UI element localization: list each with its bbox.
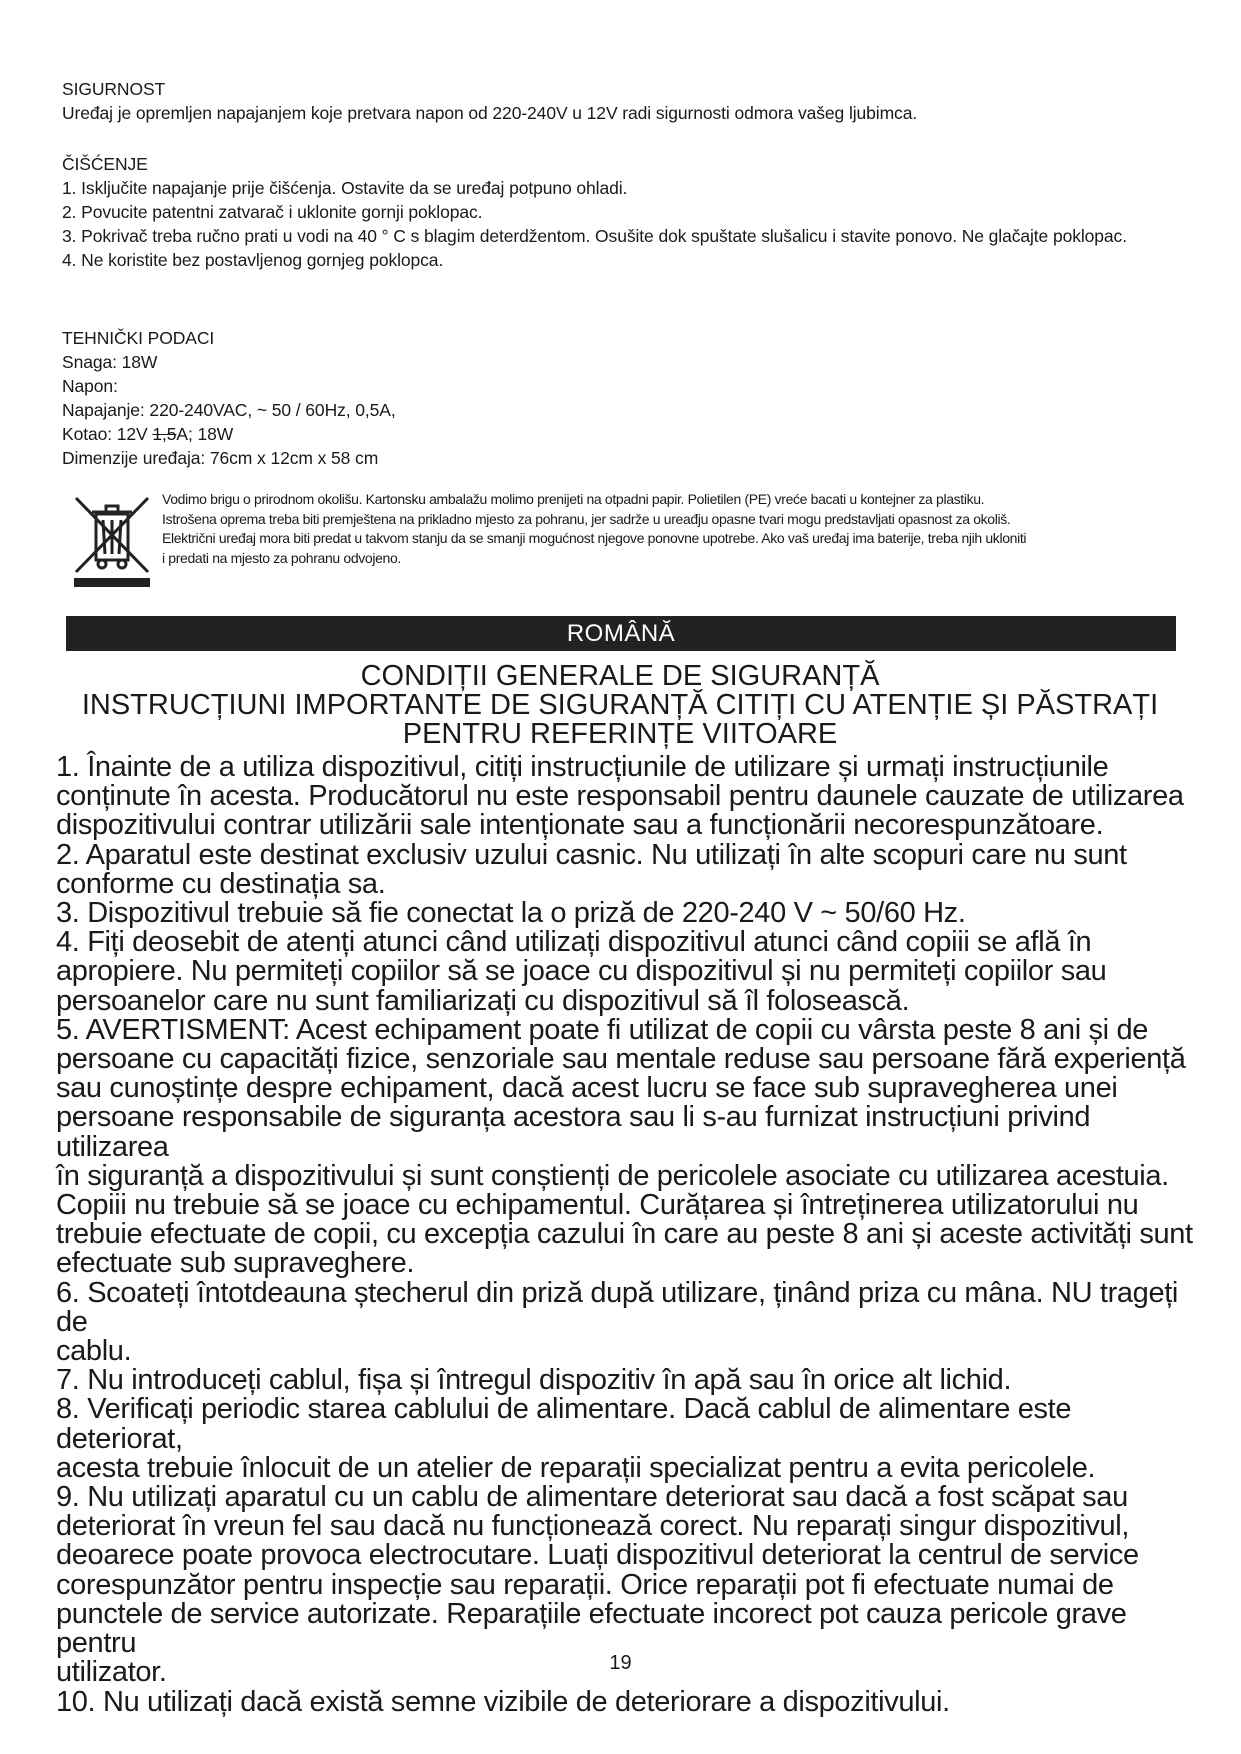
cleaning-item: 2. Povucite patentni zatvarač i uklonite gornji poklopac. bbox=[62, 202, 483, 222]
tech-voltage: Napon: bbox=[62, 376, 118, 396]
weee-text bbox=[162, 490, 1182, 568]
tech-title: TEHNIČKI PODACI bbox=[62, 328, 215, 348]
romanian-instructions bbox=[56, 753, 1196, 1717]
instruction-line: în siguranță a dispozitivului și sunt conștienți de pericolele asociate cu utilizarea acestuia. bbox=[56, 1159, 1169, 1192]
instruction-line: apropiere. Nu permiteți copiilor să se joace cu dispozitivul și nu permiteți copiilor sau bbox=[56, 955, 1107, 988]
weee-line: Istrošena oprema treba biti premještena na prikladno mjesto za pohranu, jer sadrže u ureađju opasne tvari mogu predstavljati opasnost za okoliš. bbox=[162, 510, 1011, 527]
instruction-line: punctele de service autorizate. Reparațiile efectuate incorect pot cauza pericole grave pentru bbox=[56, 1597, 1127, 1660]
instruction-line: sau cunoștințe despre echipament, dacă acest lucru se face sub supravegherea unei bbox=[56, 1072, 1118, 1105]
tech-dimensions: Dimenzije uređaja: 76cm x 12cm x 58 cm bbox=[62, 448, 379, 468]
instruction-line: 3. Dispozitivul trebuie să fie conectat la o priză de 220-240 V ~ 50/60 Hz. bbox=[56, 897, 966, 930]
instruction-line: 6. Scoateți întotdeauna ștecherul din priză după utilizare, ținând priza cu mâna. NU trageți de bbox=[56, 1276, 1179, 1338]
instruction-line: 4. Fiți deosebit de atenți atunci când utilizați dispozitivul atunci când copiii se află în bbox=[56, 926, 1092, 959]
instruction-line: 9. Nu utilizați aparatul cu un cablu de alimentare deteriorat sau dacă a fost scăpat sau bbox=[56, 1481, 1128, 1514]
romanian-heading-line: PENTRU REFERINȚE VIITOARE bbox=[402, 718, 838, 750]
instruction-line: 1. Înainte de a utiliza dispozitivul, citiți instrucțiunile de utilizare și urmați instrucțiunile bbox=[56, 751, 1109, 783]
instruction-line: persoanelor care nu sunt familiarizați cu dispozitivul să îl folosească. bbox=[56, 984, 910, 1017]
safety-text: Uređaj je opremljen napajanjem koje pretvara napon od 220-240V u 12V radi sigurnosti odmora vašeg ljubimca. bbox=[62, 103, 918, 123]
instruction-line: deteriorat în vreun fel sau dacă nu funcționează corect. Nu reparați singur dispozitivul, bbox=[56, 1510, 1130, 1543]
cleaning-item: 1. Isključite napajanje prije čišćenja. Ostavite da se uređaj potpuno ohladi. bbox=[62, 178, 628, 198]
language-banner: ROMÂNĂ bbox=[66, 616, 1176, 651]
weee-line: Vodimo brigu o prirodnom okolišu. Kartonsku ambalažu molimo prenijeti na otpadni papir. Polietilen (PE) vreće bacati u kontejner za plastiku. bbox=[162, 491, 985, 507]
instruction-line: persoane cu capacități fizice, senzoriale sau mentale reduse sau persoane fără experiență bbox=[56, 1043, 1186, 1076]
tech-supply: Napajanje: 220-240VAC, ~ 50 / 60Hz, 0,5A, bbox=[62, 400, 396, 420]
instruction-line: utilizator. bbox=[56, 1656, 167, 1689]
instruction-line: conținute în acesta. Producătorul nu este responsabil pentru daunele cauzate de utilizarea bbox=[56, 780, 1184, 813]
tech-power: Snaga: 18W bbox=[62, 352, 158, 372]
cleaning-section bbox=[62, 152, 1182, 272]
page-number: 19 bbox=[609, 1652, 632, 1674]
weee-notice bbox=[72, 490, 1182, 595]
instruction-line: deoarece poate provoca electrocutare. Luați dispozitivul deteriorat la centrul de service bbox=[56, 1539, 1139, 1572]
tech-output-struck: 1,5 bbox=[152, 424, 177, 444]
tech-output-prefix: Kotao: 12V bbox=[62, 424, 153, 444]
technical-data-section bbox=[62, 326, 1182, 470]
instruction-line: 5. AVERTISMENT: Acest echipament poate fi utilizat de copii cu vârsta peste 8 ani și de bbox=[56, 1013, 1148, 1046]
instruction-line: 2. Aparatul este destinat exclusiv uzului casnic. Nu utilizați în alte scopuri care nu sunt bbox=[56, 838, 1127, 871]
safety-title: SIGURNOST bbox=[62, 79, 166, 99]
instruction-line: acesta trebuie înlocuit de un atelier de reparații specializat pentru a evita pericolele. bbox=[56, 1451, 1096, 1484]
romanian-heading-line: INSTRUCȚIUNI IMPORTANTE DE SIGURANȚĂ CITIȚI CU ATENȚIE ȘI PĂSTRAȚI bbox=[81, 689, 1159, 721]
romanian-heading-line: CONDIȚII GENERALE DE SIGURANȚĂ bbox=[360, 660, 880, 692]
safety-section bbox=[62, 77, 1182, 125]
instruction-line: cablu. bbox=[56, 1335, 132, 1368]
instruction-line: trebuie efectuate de copii, cu excepția cazului în care au peste 8 ani și aceste activități sunt bbox=[56, 1218, 1193, 1251]
tech-output-suffix: A; 18W bbox=[176, 424, 234, 444]
instruction-line: 8. Verificați periodic starea cablului de alimentare. Dacă cablul de alimentare este deteriorat, bbox=[56, 1393, 1072, 1455]
instruction-line: corespunzător pentru inspecție sau reparații. Orice reparații pot fi efectuate numai de bbox=[56, 1568, 1114, 1601]
crossed-bin-icon bbox=[72, 490, 152, 590]
cleaning-title: ČIŠĆENJE bbox=[62, 154, 148, 174]
instruction-line: dispozitivului contrar utilizării sale intenționate sau a funcționării necorespunzătoare. bbox=[56, 809, 1104, 842]
instruction-line: 10. Nu utilizați dacă există semne vizibile de deteriorare a dispozitivului. bbox=[56, 1685, 950, 1718]
instruction-line: conforme cu destinația sa. bbox=[56, 867, 386, 900]
instruction-line: Copiii nu trebuie să se joace cu echipamentul. Curățarea și întreținerea utilizatorului nu bbox=[56, 1189, 1139, 1222]
weee-line: Električni uređaj mora biti predat u takvom stanju da se smanji mogućnost njegove ponovne upotrebe. Ako vaš uređaj ima baterije, treba njih ukloniti bbox=[162, 530, 1027, 546]
instruction-line: 7. Nu introduceți cablul, fișa și întregul dispozitiv în apă sau în orice alt lichid. bbox=[56, 1364, 1012, 1397]
tech-output bbox=[62, 422, 1182, 446]
instruction-line: persoane responsabile de siguranța acestora sau li s-au furnizat instrucțiuni privind utilizarea bbox=[56, 1101, 1091, 1163]
weee-line: i predati na mjesto za pohranu odvojeno. bbox=[162, 549, 401, 566]
cleaning-item: 3. Pokrivač treba ručno prati u vodi na 40 ° C s blagim deterdžentom. Osušite dok spuštate slušalicu i stavite ponovo. Ne glačajte poklopac. bbox=[62, 226, 1127, 246]
romanian-heading bbox=[60, 662, 1180, 749]
cleaning-item: 4. Ne koristite bez postavljenog gornjeg poklopca. bbox=[62, 250, 444, 270]
instruction-line: efectuate sub supraveghere. bbox=[56, 1247, 415, 1280]
